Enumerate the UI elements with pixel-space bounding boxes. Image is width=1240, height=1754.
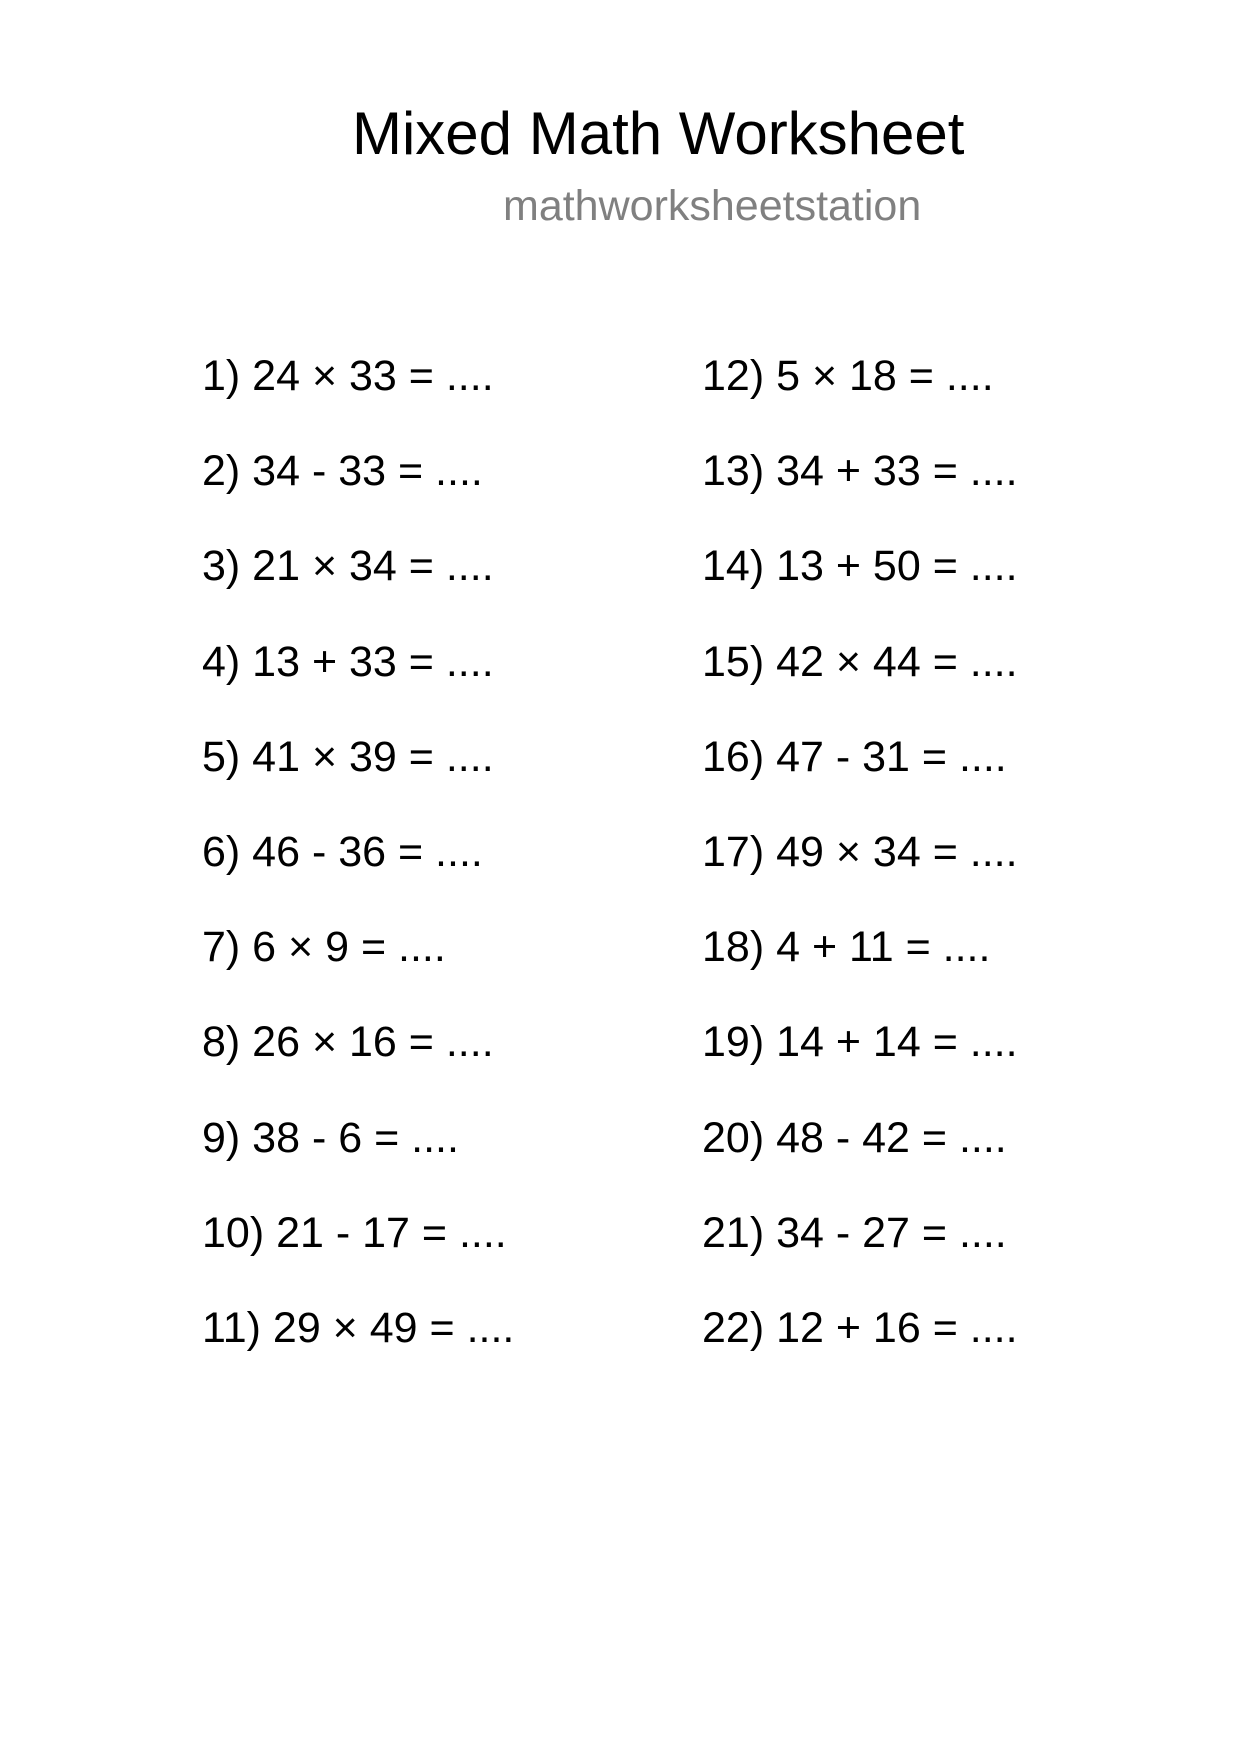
problem-13: 13) 34 + 33 = .... [702,447,1018,496]
problem-10: 10) 21 - 17 = .... [202,1208,507,1257]
problem-19: 19) 14 + 14 = .... [702,1018,1018,1067]
problem-22: 22) 12 + 16 = .... [702,1303,1018,1352]
problem-21: 21) 34 - 27 = .... [702,1208,1007,1257]
problem-7: 7) 6 × 9 = .... [202,923,446,972]
worksheet-title: Mixed Math Worksheet [352,100,965,167]
problem-14: 14) 13 + 50 = .... [702,542,1018,591]
problem-18: 18) 4 + 11 = .... [702,923,991,972]
problem-5: 5) 41 × 39 = .... [202,732,494,781]
problem-2: 2) 34 - 33 = .... [202,447,483,496]
problem-1: 1) 24 × 33 = .... [202,352,494,400]
problem-12: 12) 5 × 18 = .... [702,352,994,400]
problem-15: 15) 42 × 44 = .... [702,637,1018,686]
problem-8: 8) 26 × 16 = .... [202,1018,494,1067]
problems-right-column [702,344,1162,1391]
problem-4: 4) 13 + 33 = .... [202,637,494,686]
problem-16: 16) 47 - 31 = .... [702,732,1007,781]
problem-17: 17) 49 × 34 = .... [702,827,1018,876]
problem-11: 11) 29 × 49 = .... [202,1303,515,1352]
problems-left-column [202,344,662,1391]
problem-20: 20) 48 - 42 = .... [702,1113,1007,1162]
worksheet-source: mathworksheetstation [503,182,922,230]
problem-3: 3) 21 × 34 = .... [202,542,494,591]
problem-6: 6) 46 - 36 = .... [202,827,483,876]
problem-9: 9) 38 - 6 = .... [202,1113,459,1162]
